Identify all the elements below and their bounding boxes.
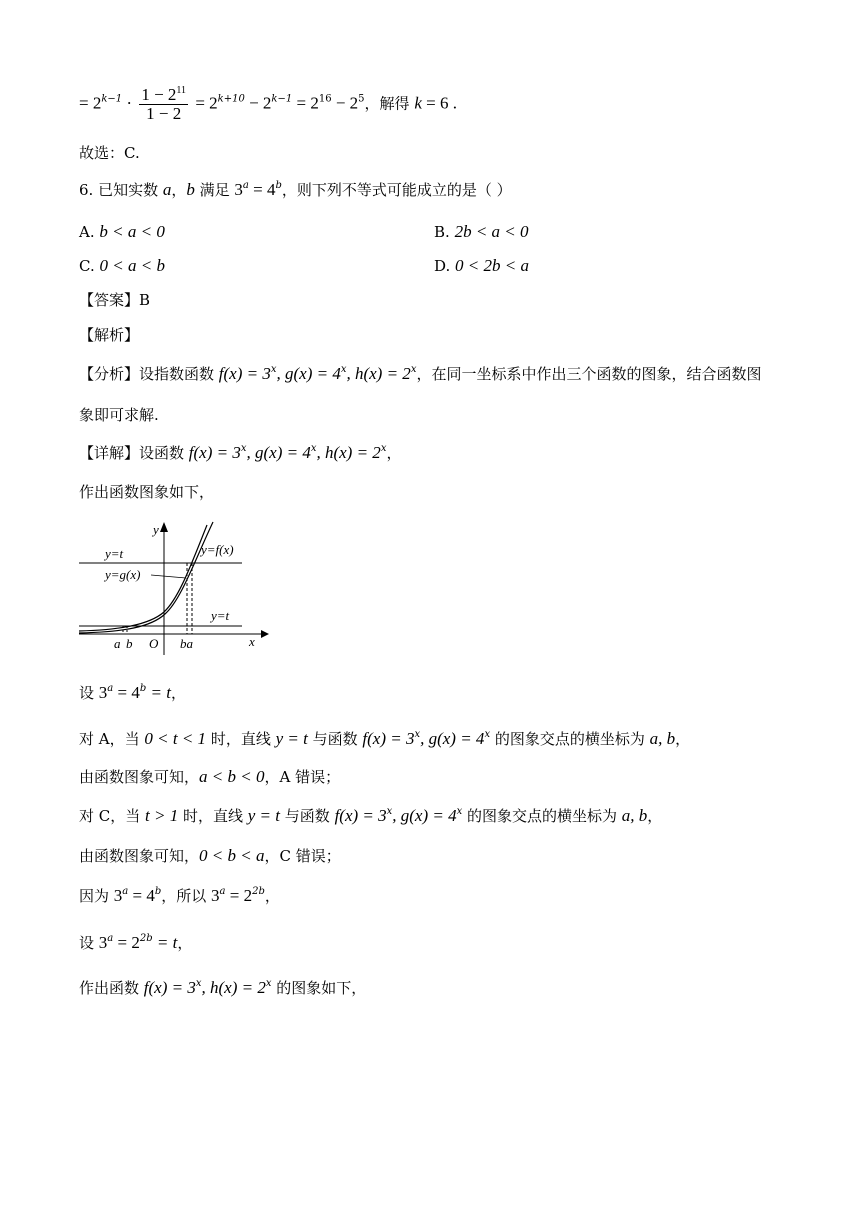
math: , g(x) = 4	[246, 443, 311, 462]
option-b-text: 2b < a < 0	[454, 222, 529, 241]
math: = 2	[225, 886, 253, 905]
q-var-b: b	[186, 180, 195, 199]
draw-graph-1: 作出函数图象如下，	[79, 483, 215, 501]
sup: x	[310, 443, 317, 454]
text: 由函数图象可知，	[79, 847, 200, 865]
option-c	[79, 256, 165, 276]
option-d	[434, 256, 529, 276]
text: 对 C，当	[79, 807, 146, 825]
label-fx: y=f(x)	[201, 542, 234, 557]
text: ，	[386, 444, 402, 462]
set-line-1	[79, 683, 186, 703]
eq-sup: k−1	[271, 93, 293, 105]
y-axis-arrow	[160, 522, 168, 532]
eq-sup: 5	[358, 93, 365, 105]
sup: x	[240, 443, 247, 454]
math: a, b	[649, 729, 676, 748]
curve-gx	[79, 522, 213, 633]
question-6	[79, 180, 512, 200]
option-d-label: D.	[434, 257, 451, 275]
math: a, b	[621, 806, 648, 825]
q-text: 6. 已知实数	[79, 181, 163, 199]
text: ，所以	[161, 887, 212, 905]
text: 的图象交点的横坐标为	[462, 807, 622, 825]
sup: x	[340, 364, 347, 375]
label-origin: O	[149, 636, 159, 651]
sup: x	[270, 364, 277, 375]
q-var-a: a	[162, 180, 172, 199]
text: ，	[647, 807, 663, 825]
math: , h(x) = 2	[201, 978, 266, 997]
text: 设	[79, 684, 99, 702]
math: 3	[98, 683, 108, 702]
eq-part: − 2	[244, 93, 272, 113]
math: f(x) = 3	[188, 443, 241, 462]
eq-part: − 2	[331, 93, 359, 113]
text: 的图象交点的横坐标为	[490, 730, 650, 748]
eq-sup: k−1	[101, 93, 123, 105]
text: 作出函数	[79, 979, 144, 997]
sup: x	[265, 978, 272, 989]
sup: x	[195, 978, 202, 989]
eq-var: k	[414, 93, 422, 113]
math: y = t	[247, 806, 281, 825]
sup: x	[410, 364, 417, 375]
previous-answer: 故选：C.	[79, 144, 140, 162]
q-text: 满足	[194, 181, 235, 199]
q-math: 3	[234, 180, 243, 199]
math: , g(x) = 4	[276, 364, 341, 383]
sup: x	[380, 443, 387, 454]
eq-sup: 16	[318, 93, 332, 105]
math: a < b < 0	[199, 767, 265, 786]
math: = t	[146, 683, 171, 702]
equation-line	[79, 86, 457, 123]
tick-a-left: a	[114, 636, 121, 651]
text: 因为	[79, 887, 114, 905]
math: , g(x) = 4	[392, 806, 457, 825]
math: f(x) = 3	[334, 806, 387, 825]
text: ，C 错误；	[264, 847, 341, 865]
label-yt-bottom: y=t	[211, 608, 230, 623]
text: ，	[675, 730, 691, 748]
math: , h(x) = 2	[316, 443, 381, 462]
tick-b-left: b	[126, 636, 133, 651]
text: ，	[170, 684, 186, 702]
sup: a	[219, 886, 226, 897]
eq-dot: ·	[122, 93, 137, 113]
option-d-text: 0 < 2b < a	[455, 256, 529, 275]
sup: 2b	[139, 933, 153, 944]
fraction-numerator	[139, 86, 188, 105]
q-text: ，则下列不等式可能成立的是（ ）	[281, 181, 512, 199]
label-x: x	[249, 634, 255, 649]
text: ，	[177, 934, 193, 952]
fraction	[139, 86, 188, 123]
text: 时，直线	[206, 730, 276, 748]
q-sup: b	[275, 180, 282, 191]
eq-part: = 2	[79, 93, 102, 113]
eq-part: = 6 .	[421, 93, 457, 113]
num-sup: 11	[176, 85, 187, 96]
text: ，	[264, 887, 280, 905]
math: f(x) = 3	[218, 364, 271, 383]
sup: x	[484, 729, 491, 740]
math: 0 < b < a	[199, 846, 265, 865]
case-a-conclusion	[79, 767, 340, 787]
function-graph	[79, 520, 269, 655]
fraction-denominator: 1 − 2	[146, 104, 182, 123]
num-text: 1 − 2	[141, 85, 177, 104]
sup: a	[107, 933, 114, 944]
text: 对 A，当	[79, 730, 145, 748]
set-line-2	[79, 933, 192, 953]
case-c	[79, 806, 662, 826]
text: 由函数图象可知，	[79, 768, 200, 786]
option-a-label: A.	[79, 223, 95, 241]
label-yt-top: y=t	[105, 546, 124, 561]
math: = 4	[128, 886, 155, 905]
sup: a	[107, 683, 114, 694]
detail-intro	[79, 443, 401, 463]
math: y = t	[275, 729, 308, 748]
math: f(x) = 3	[362, 729, 415, 748]
tick-ba-right: ba	[180, 636, 193, 651]
pointer-gx	[151, 575, 186, 578]
eq-text: ，解得	[364, 94, 415, 113]
sup: a	[122, 886, 129, 897]
x-axis-arrow	[261, 630, 269, 638]
case-c-conclusion	[79, 846, 341, 866]
eq-part: = 2	[292, 93, 319, 113]
text: ，在同一坐标系中作出三个函数的图象，结合函数图	[416, 365, 762, 383]
text: 时，直线	[178, 807, 248, 825]
text: 与函数	[280, 807, 335, 825]
analysis-intro	[79, 364, 761, 384]
sup: b	[139, 683, 147, 694]
sup: x	[414, 729, 421, 740]
because-line	[79, 886, 280, 906]
label-y: y	[153, 522, 159, 537]
option-c-label: C.	[79, 257, 95, 275]
option-a-text: b < a < 0	[99, 222, 165, 241]
sup: 2b	[252, 886, 265, 897]
sup: b	[154, 886, 162, 897]
math: f(x) = 3	[143, 978, 196, 997]
math: 3	[113, 886, 123, 905]
option-a	[79, 222, 165, 242]
analysis-label: 【解析】	[79, 326, 140, 344]
text: 的图象如下，	[271, 979, 367, 997]
option-c-text: 0 < a < b	[99, 256, 165, 275]
math: = t	[152, 933, 178, 952]
q-math: = 4	[248, 180, 276, 199]
math: = 4	[113, 683, 140, 702]
text: ，A 错误；	[264, 768, 341, 786]
sup: x	[456, 806, 463, 817]
q-sup: a	[242, 180, 249, 191]
text: 【分析】设指数函数	[79, 365, 219, 383]
option-b	[434, 222, 529, 242]
analysis-cont: 象即可求解.	[79, 406, 159, 424]
option-b-label: B.	[434, 223, 450, 241]
answer-label: 【答案】B	[79, 291, 151, 309]
math: , h(x) = 2	[346, 364, 411, 383]
eq-sup: k+10	[217, 93, 245, 105]
math: 0 < t < 1	[144, 729, 207, 748]
text: 设	[79, 934, 99, 952]
math: 3	[98, 933, 108, 952]
sup: x	[386, 806, 393, 817]
draw-graph-2	[79, 978, 366, 998]
math: 3	[211, 886, 220, 905]
text: 与函数	[307, 730, 363, 748]
math: = 2	[113, 933, 140, 952]
q-text: ，	[171, 181, 187, 199]
case-a	[79, 729, 690, 749]
math: t > 1	[145, 806, 179, 825]
label-gx: y=g(x)	[105, 567, 141, 582]
math: , g(x) = 4	[420, 729, 485, 748]
eq-part: = 2	[191, 93, 218, 113]
text: 【详解】设函数	[79, 444, 189, 462]
